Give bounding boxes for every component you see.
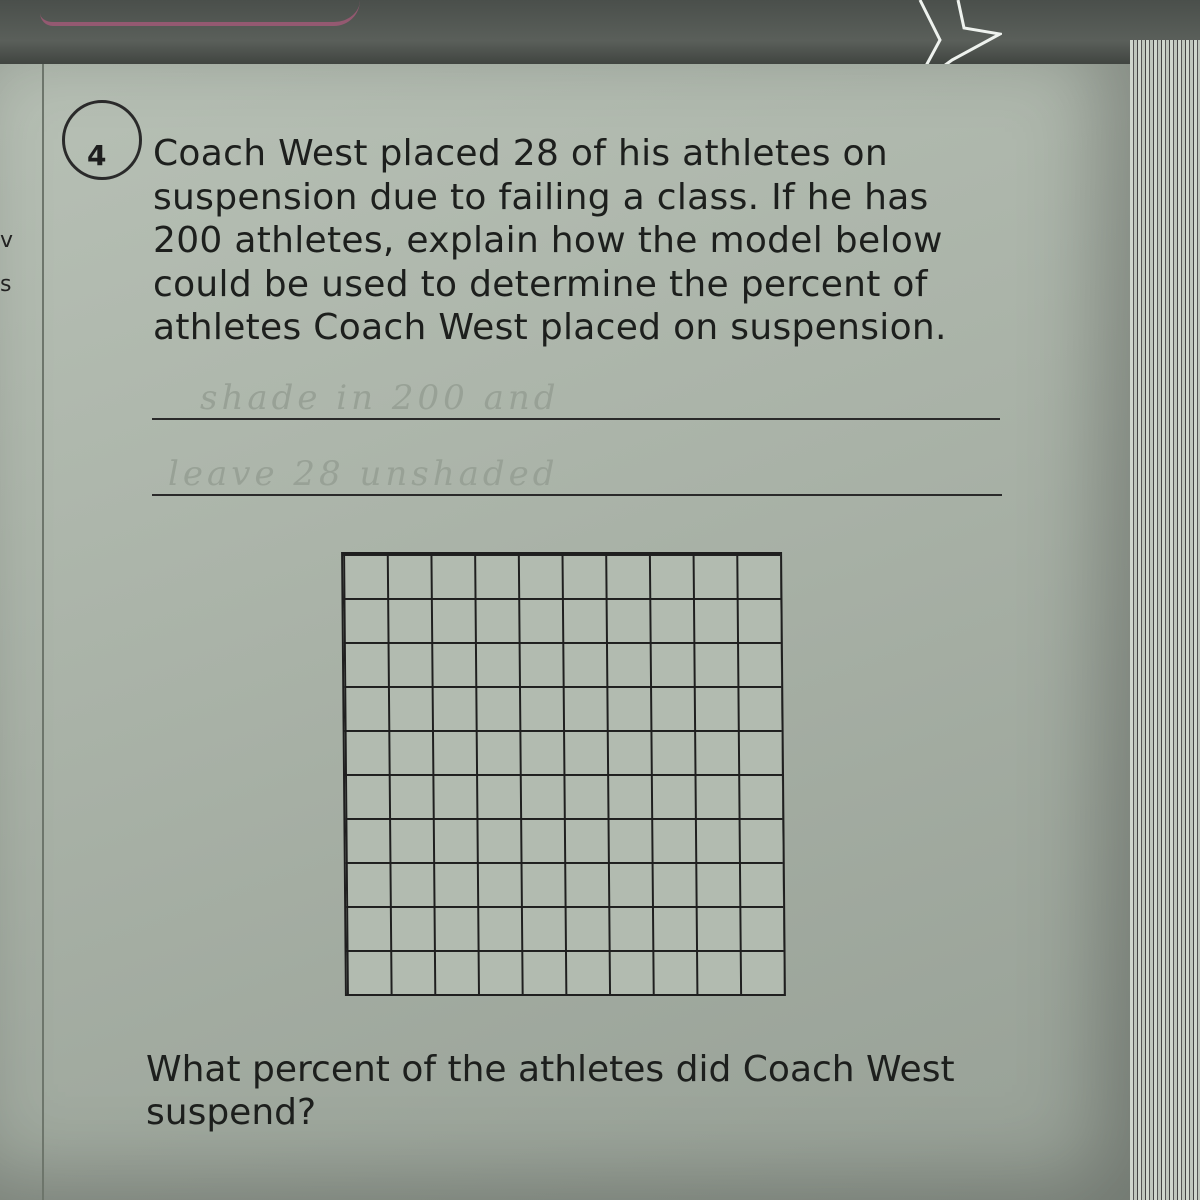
followup-question (146, 1048, 1046, 1134)
cut-off-text-fragment: s (0, 272, 12, 297)
question-text (153, 132, 983, 350)
question-line: could be used to determine the percent of (153, 263, 928, 305)
page-margin-line (42, 64, 44, 1200)
followup-line: What percent of the athletes did Coach West (146, 1049, 955, 1090)
question-line: athletes Coach West placed on suspension. (153, 307, 947, 348)
question-line: Coach West placed 28 of his athletes on (153, 133, 888, 174)
answer-line[interactable] (152, 494, 1002, 496)
top-strip-background (0, 0, 1200, 68)
question-number-badge (62, 100, 142, 180)
followup-line: suspend? (146, 1092, 317, 1133)
book-page-edges (1130, 40, 1200, 1200)
handwritten-answer-line: leave 28 unshaded (168, 454, 559, 494)
hundred-grid-model[interactable] (341, 552, 786, 996)
marker-scrawl (40, 0, 360, 26)
handwritten-answer-line: shade in 200 and (200, 378, 560, 418)
cut-off-text-fragment: v (0, 228, 14, 253)
question-number: 4 (87, 139, 107, 172)
question-line: suspension due to failing a class. If he has (153, 176, 929, 218)
question-line: 200 athletes, explain how the model below (153, 220, 943, 261)
answer-line[interactable] (152, 418, 1000, 420)
